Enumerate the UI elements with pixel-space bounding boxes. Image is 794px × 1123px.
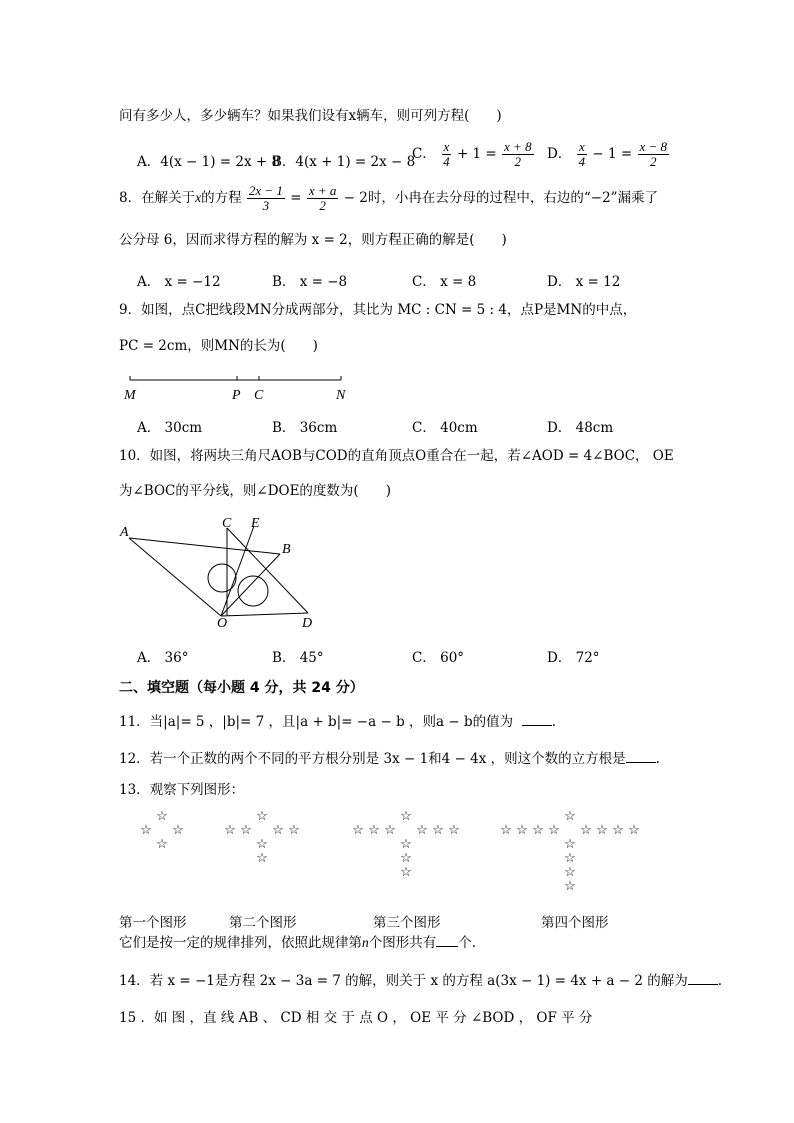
star-top: ☆: [564, 808, 576, 823]
label-a: A: [120, 525, 129, 540]
star-right: ☆: [628, 822, 640, 837]
q9-line2: PC = 2cm，则MN的长为( ): [119, 338, 318, 354]
star-top: ☆: [156, 808, 168, 823]
q7-stem: 问有多少人，多少辆车？如果我们设有x辆车，则可列方程( ): [119, 108, 502, 124]
star-left: ☆: [516, 822, 528, 837]
label-m: M: [124, 388, 136, 403]
q10-option-b: B． 45°: [272, 650, 324, 666]
star-bottom: ☆: [564, 836, 576, 851]
q13-star-patterns: [130, 804, 650, 900]
star-bottom: ☆: [564, 864, 576, 879]
q10-triangles-figure: [116, 512, 326, 632]
q8-line1: 8．在解关于x的方程 $\frac{2x - 1}{3}$ = $\frac{x + a}{2}$ − 2时，小冉在去分母的过程中，右边的“−2”漏乘了: [119, 183, 659, 213]
q10-line2: 为∠BOC的平分线，则∠DOE的度数为( ): [119, 483, 391, 499]
star-right: ☆: [416, 822, 428, 837]
label-p: P: [232, 388, 241, 403]
star-right: ☆: [580, 822, 592, 837]
label-n: N: [336, 388, 346, 403]
label-b: B: [282, 542, 291, 557]
star-left: ☆: [240, 822, 252, 837]
q13-caption-1: 第一个图形: [119, 915, 187, 931]
star-left: ☆: [500, 822, 512, 837]
star-left: ☆: [368, 822, 380, 837]
star-right: ☆: [596, 822, 608, 837]
q13-tail: 它们是按一定的规律排列，依照此规律第n个图形共有 个.: [119, 935, 477, 951]
star-right: ☆: [432, 822, 444, 837]
q9-line1: 9．如图，点C把线段MN分成两部分，其比为 MC : CN = 5 : 4，点P是MN的中点，: [119, 302, 637, 318]
q7-option-c: C． $\frac{x}{4}$ + 1 = $\frac{x + 8}{2}$: [412, 139, 532, 169]
q8-option-d: D． x = 12: [547, 274, 621, 290]
star-bottom: ☆: [156, 836, 168, 851]
q8-option-a: A． x = −12: [137, 274, 221, 290]
star-right: ☆: [272, 822, 284, 837]
q11: 11．当|a|= 5 ，|b|= 7 ，且|a + b|= −a − b ，则a − b的值为 .: [119, 714, 556, 730]
q9-option-c: C． 40cm: [412, 420, 478, 436]
q14: 14．若 x = −1是方程 2x − 3a = 7 的解，则关于 x 的方程 a(3x − 1) = 4x + a − 2 的解为 .: [119, 973, 723, 989]
q9-option-a: A． 30cm: [137, 420, 203, 436]
star-right: ☆: [448, 822, 460, 837]
q9-option-d: D． 48cm: [547, 420, 614, 436]
star-bottom: ☆: [564, 878, 576, 893]
q13-caption-3: 第三个图形: [373, 915, 441, 931]
star-bottom: ☆: [256, 850, 268, 865]
label-o: O: [217, 616, 228, 631]
label-d: D: [302, 616, 313, 631]
q10-option-a: A． 36°: [137, 650, 189, 666]
q7-option-d: D． $\frac{x}{4}$ − 1 = $\frac{x - 8}{2}$: [547, 139, 668, 169]
q10-option-c: C． 60°: [412, 650, 465, 666]
star-top: ☆: [256, 808, 268, 823]
label-c: C: [222, 516, 232, 531]
q12: 12．若一个正数的两个不同的平方根分别是 3x − 1和4 − 4x ，则这个数的立方根是 .: [119, 751, 660, 767]
section-fill-blank-heading: 二、填空题（每小题 4 分，共 24 分）: [119, 680, 364, 696]
q10-line1: 10．如图，将两块三角尺AOB与COD的直角顶点O重合在一起，若∠AOD = 4∠BOC， OE: [119, 448, 674, 464]
star-bottom: ☆: [564, 850, 576, 865]
q8-option-b: B． x = −8: [272, 274, 348, 290]
q9-segment-figure: [118, 370, 358, 406]
star-top: ☆: [400, 808, 412, 823]
star-bottom: ☆: [400, 836, 412, 851]
star-right: ☆: [172, 822, 184, 837]
q7-option-b: B．4(x + 1) = 2x − 8: [272, 154, 416, 170]
star-left: ☆: [140, 822, 152, 837]
q15: 15 ．如 图 ，直 线 AB 、 CD 相 交 于 点 O ， OE 平 分 ∠BOD ， OF 平 分: [119, 1010, 593, 1026]
star-bottom: ☆: [400, 850, 412, 865]
label-c: C: [254, 388, 264, 403]
star-right: ☆: [288, 822, 300, 837]
q13-stem: 13．观察下列图形：: [119, 782, 245, 798]
star-left: ☆: [532, 822, 544, 837]
q13-caption-4: 第四个图形: [541, 915, 609, 931]
star-right: ☆: [612, 822, 624, 837]
star-left: ☆: [224, 822, 236, 837]
q8-option-c: C． x = 8: [412, 274, 477, 290]
q13-caption-2: 第二个图形: [229, 915, 297, 931]
star-left: ☆: [352, 822, 364, 837]
q8-line2: 公分母 6，因而求得方程的解为 x = 2，则方程正确的解是( ): [119, 232, 507, 248]
q9-option-b: B． 36cm: [272, 420, 338, 436]
q7-option-a: A．4(x − 1) = 2x + 8: [137, 154, 281, 170]
star-left: ☆: [548, 822, 560, 837]
q10-option-d: D． 72°: [547, 650, 600, 666]
star-bottom: ☆: [256, 836, 268, 851]
star-bottom: ☆: [400, 864, 412, 879]
label-e: E: [251, 516, 260, 531]
star-left: ☆: [384, 822, 396, 837]
